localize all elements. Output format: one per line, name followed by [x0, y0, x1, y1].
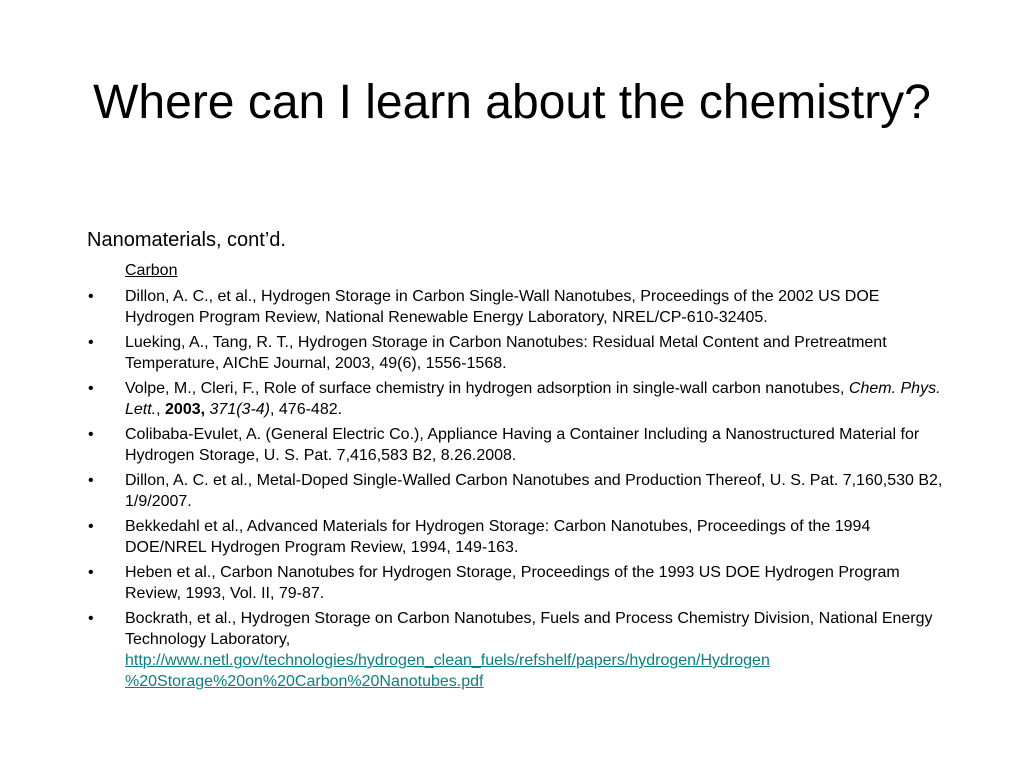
bullet-marker: • — [88, 426, 94, 443]
reference-item — [88, 470, 948, 512]
reference-text: Dillon, A. C. et al., Metal-Doped Single-Walled Carbon Nanotubes and Production Thereof, U. S. Pat. 7,160,530 B2, 1/9/2007. — [125, 472, 943, 510]
publication-year: 2003, — [165, 401, 206, 418]
reference-item — [88, 608, 948, 692]
reference-item — [88, 286, 948, 328]
reference-text: Colibaba-Evulet, A. (General Electric Co.), Appliance Having a Container Including a Nanostructured Material for Hydrogen Storage, U. S. Pat. 7,416,583 B2, 8.26.2008. — [125, 426, 920, 464]
slide-subtitle: Nanomaterials, cont’d. — [87, 229, 286, 251]
bullet-marker: • — [88, 380, 94, 397]
section-label-carbon: Carbon — [125, 262, 178, 279]
reference-link[interactable]: http://www.netl.gov/technologies/hydrogen_clean_fuels/refshelf/papers/hydrogen/Hydrogen — [125, 652, 770, 669]
reference-item — [88, 332, 948, 374]
reference-item — [88, 562, 948, 604]
reference-item — [88, 516, 948, 558]
reference-text: Lueking, A., Tang, R. T., Hydrogen Storage in Carbon Nanotubes: Residual Metal Content and Pretreatment Temperature, AIChE Journal, 2003, 49(6), 1556-1568. — [125, 334, 887, 372]
reference-text — [125, 380, 941, 418]
reference-text: Heben et al., Carbon Nanotubes for Hydrogen Storage, Proceedings of the 1993 US DOE Hydrogen Program Review, 1993, Vol. II, 79-87. — [125, 564, 900, 602]
journal-name: Chem. Phys. Lett. — [125, 380, 941, 418]
journal-volume: 371(3-4) — [209, 401, 271, 418]
bullet-marker: • — [88, 288, 94, 305]
page-range: , 476-482. — [270, 401, 343, 418]
bullet-marker: • — [88, 472, 94, 489]
reference-item — [88, 378, 948, 420]
reference-text-pre: Volpe, M., Cleri, F., Role of surface chemistry in hydrogen adsorption in single-wall carbon nanotubes, — [125, 380, 849, 397]
bullet-marker: • — [88, 518, 94, 535]
reference-item — [88, 424, 948, 466]
bullet-marker: • — [88, 610, 94, 627]
slide-title: Where can I learn about the chemistry? — [93, 76, 931, 129]
reference-text: Bockrath, et al., Hydrogen Storage on Carbon Nanotubes, Fuels and Process Chemistry Division, National Energy Technology Laboratory, — [125, 610, 933, 648]
bullet-marker: • — [88, 564, 94, 581]
bullet-marker: • — [88, 334, 94, 351]
reference-list — [88, 286, 948, 696]
reference-link-continuation[interactable]: %20Storage%20on%20Carbon%20Nanotubes.pdf — [125, 673, 484, 690]
reference-text: Dillon, A. C., et al., Hydrogen Storage in Carbon Single-Wall Nanotubes, Proceedings of the 2002 US DOE Hydrogen Program Review, National Renewable Energy Laboratory, NREL/CP-610-32405. — [125, 288, 880, 326]
separator: , — [156, 401, 166, 418]
reference-text: Bekkedahl et al., Advanced Materials for Hydrogen Storage: Carbon Nanotubes, Proceedings of the 1994 DOE/NREL Hydrogen Program Review, 1994, 149-163. — [125, 518, 871, 556]
